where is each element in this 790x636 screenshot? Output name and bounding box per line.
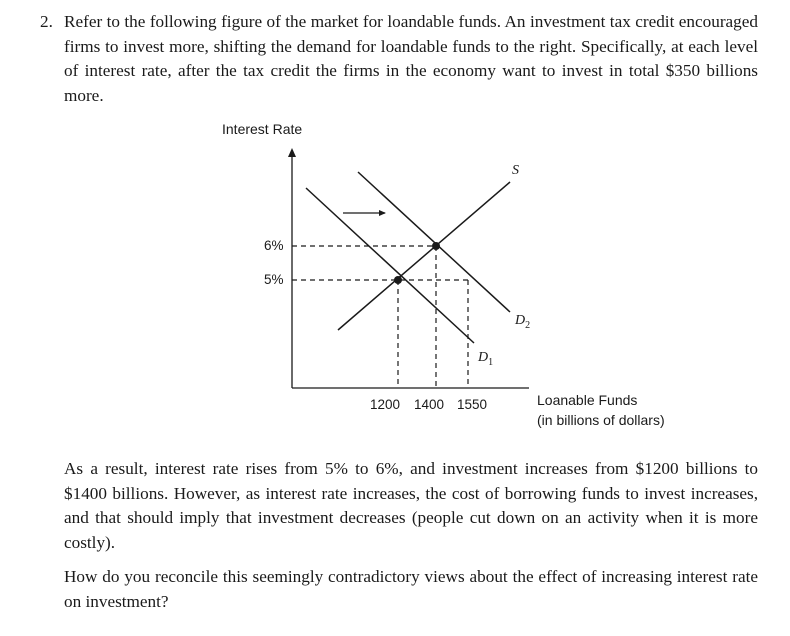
equilibrium-point-new <box>432 242 440 250</box>
x-axis-sublabel: (in billions of dollars) <box>537 412 665 428</box>
demand-d1-label: $D_1$ <box>478 350 494 368</box>
result-paragraph: As a result, interest rate rises from 5% to 6%, and investment increases from $1200 billions to $1400 billions. However, as interest rate increases, the cost of borrowing funds to invest increases, and that should imply that investment decreases (people cut down on an activity when it is more costly). <box>64 459 758 552</box>
x-axis-label: Loanable Funds <box>537 392 638 408</box>
question-prompt: How do you reconcile this seemingly contradictory views about the effect of increasing interest rate on investment? <box>64 567 758 611</box>
supply-label: S <box>512 163 519 178</box>
x-tick-1400: 1400 <box>414 397 445 412</box>
y-tick-5: 5% <box>264 272 284 287</box>
equilibrium-point-initial <box>394 276 402 284</box>
y-axis-label: Interest Rate <box>222 121 303 137</box>
y-axis-arrow-icon <box>288 148 296 157</box>
demand-curve-d1 <box>306 188 474 343</box>
supply-curve <box>338 182 510 330</box>
x-tick-1550: 1550 <box>457 397 488 412</box>
x-tick-1200: 1200 <box>370 397 401 412</box>
question-number: 2. <box>40 12 53 31</box>
question-intro-text: Refer to the following figure of the market for loandable funds. An investment tax credit encouraged firms to invest more, shifting the demand for loandable funds to the right. Specifically, at each level of interest rate, after the tax credit the firms in the economy want to invest in total $350 billions more. <box>64 12 758 105</box>
demand-curve-d2 <box>358 172 510 312</box>
y-tick-6: 6% <box>264 238 284 253</box>
demand-d2-label: $D_2$ <box>515 313 531 331</box>
